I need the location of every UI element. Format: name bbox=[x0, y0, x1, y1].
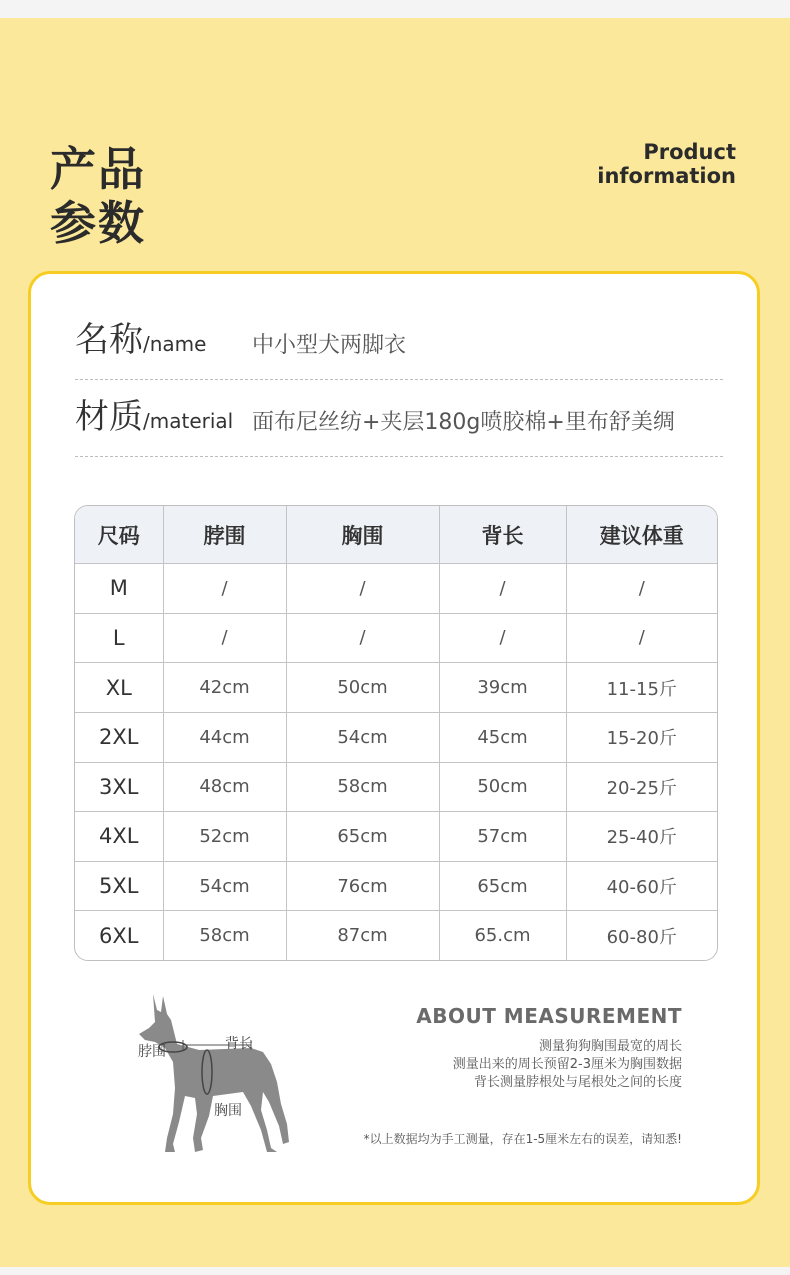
label-en: /name bbox=[143, 332, 207, 356]
product-info-card bbox=[28, 271, 760, 1205]
header-neck: 脖围 bbox=[163, 506, 286, 564]
table-cell: 44cm bbox=[163, 712, 286, 762]
table-cell: 54cm bbox=[163, 861, 286, 911]
table-cell: 52cm bbox=[163, 812, 286, 862]
table-cell: 65cm bbox=[286, 812, 439, 862]
measurement-info bbox=[416, 1004, 682, 1092]
table-cell: / bbox=[439, 613, 566, 663]
table-cell: / bbox=[439, 564, 566, 614]
table-cell: 48cm bbox=[163, 762, 286, 812]
header-back: 背长 bbox=[439, 506, 566, 564]
table-cell: 40-60斤 bbox=[566, 861, 717, 911]
size-cell: 5XL bbox=[75, 861, 163, 911]
measurement-note: *以上数据均为手工测量，存在1-5厘米左右的误差，请知悉! bbox=[363, 1132, 682, 1146]
size-cell: XL bbox=[75, 663, 163, 713]
header-weight: 建议体重 bbox=[566, 506, 717, 564]
table-cell: 42cm bbox=[163, 663, 286, 713]
table-cell: 15-20斤 bbox=[566, 712, 717, 762]
page-title-cn bbox=[50, 142, 146, 250]
measurement-line: 测量出来的周长预留2-3厘米为胸围数据 bbox=[452, 1057, 682, 1072]
table-cell: / bbox=[286, 613, 439, 663]
size-cell: 6XL bbox=[75, 911, 163, 960]
table-cell: 11-15斤 bbox=[566, 663, 717, 713]
back-label: 背长 bbox=[225, 1036, 253, 1052]
table-cell: 45cm bbox=[439, 712, 566, 762]
table-cell: 87cm bbox=[286, 911, 439, 960]
table-header-row bbox=[75, 506, 717, 564]
table-cell: / bbox=[286, 564, 439, 614]
table-cell: 50cm bbox=[286, 663, 439, 713]
table-cell: / bbox=[163, 613, 286, 663]
dog-silhouette-icon bbox=[101, 992, 301, 1162]
table-cell: 65cm bbox=[439, 861, 566, 911]
table-row bbox=[75, 613, 717, 663]
title-cn-line2: 参数 bbox=[50, 196, 146, 250]
table-row bbox=[75, 663, 717, 713]
info-value: 中小型犬两脚衣 bbox=[252, 333, 407, 358]
table-cell: 76cm bbox=[286, 861, 439, 911]
header-chest: 胸围 bbox=[286, 506, 439, 564]
table-cell: 57cm bbox=[439, 812, 566, 862]
neck-label: 脖围 bbox=[138, 1044, 166, 1060]
info-label bbox=[75, 312, 206, 361]
table-cell: 65.cm bbox=[439, 911, 566, 960]
table-cell: / bbox=[566, 564, 717, 614]
measurement-line: 背长测量脖根处与尾根处之间的长度 bbox=[473, 1075, 682, 1090]
table-row bbox=[75, 861, 717, 911]
page-title-en bbox=[597, 140, 736, 188]
table-cell: 20-25斤 bbox=[566, 762, 717, 812]
table-cell: 58cm bbox=[163, 911, 286, 960]
size-cell: 3XL bbox=[75, 762, 163, 812]
info-label bbox=[75, 389, 233, 438]
label-cn: 名称 bbox=[75, 320, 143, 360]
label-en: /material bbox=[143, 409, 234, 433]
table-cell: / bbox=[566, 613, 717, 663]
size-cell: 4XL bbox=[75, 812, 163, 862]
table-row bbox=[75, 712, 717, 762]
info-row-name bbox=[75, 303, 723, 380]
table-cell: 39cm bbox=[439, 663, 566, 713]
label-cn: 材质 bbox=[75, 397, 143, 437]
title-en-line2: information bbox=[597, 164, 736, 188]
measurement-title: ABOUT MEASUREMENT bbox=[416, 1004, 682, 1028]
size-cell: 2XL bbox=[75, 712, 163, 762]
info-value: 面布尼丝纺+夹层180g喷胶棉+里布舒美绸 bbox=[252, 410, 675, 435]
table-cell: 60-80斤 bbox=[566, 911, 717, 960]
dog-diagram bbox=[101, 992, 301, 1162]
table-row bbox=[75, 762, 717, 812]
measurement-line: 测量狗狗胸围最宽的周长 bbox=[538, 1039, 682, 1054]
table-row bbox=[75, 911, 717, 960]
table-row bbox=[75, 812, 717, 862]
info-row-material bbox=[75, 380, 723, 457]
size-cell: M bbox=[75, 564, 163, 614]
size-table bbox=[74, 505, 718, 961]
table-row bbox=[75, 564, 717, 614]
size-cell: L bbox=[75, 613, 163, 663]
table-cell: / bbox=[163, 564, 286, 614]
table-cell: 25-40斤 bbox=[566, 812, 717, 862]
title-cn-line1: 产品 bbox=[50, 142, 146, 196]
table-cell: 58cm bbox=[286, 762, 439, 812]
table-cell: 54cm bbox=[286, 712, 439, 762]
chest-label: 胸围 bbox=[214, 1103, 242, 1119]
title-en-line1: Product bbox=[643, 140, 736, 164]
table-cell: 50cm bbox=[439, 762, 566, 812]
header-size: 尺码 bbox=[75, 506, 163, 564]
